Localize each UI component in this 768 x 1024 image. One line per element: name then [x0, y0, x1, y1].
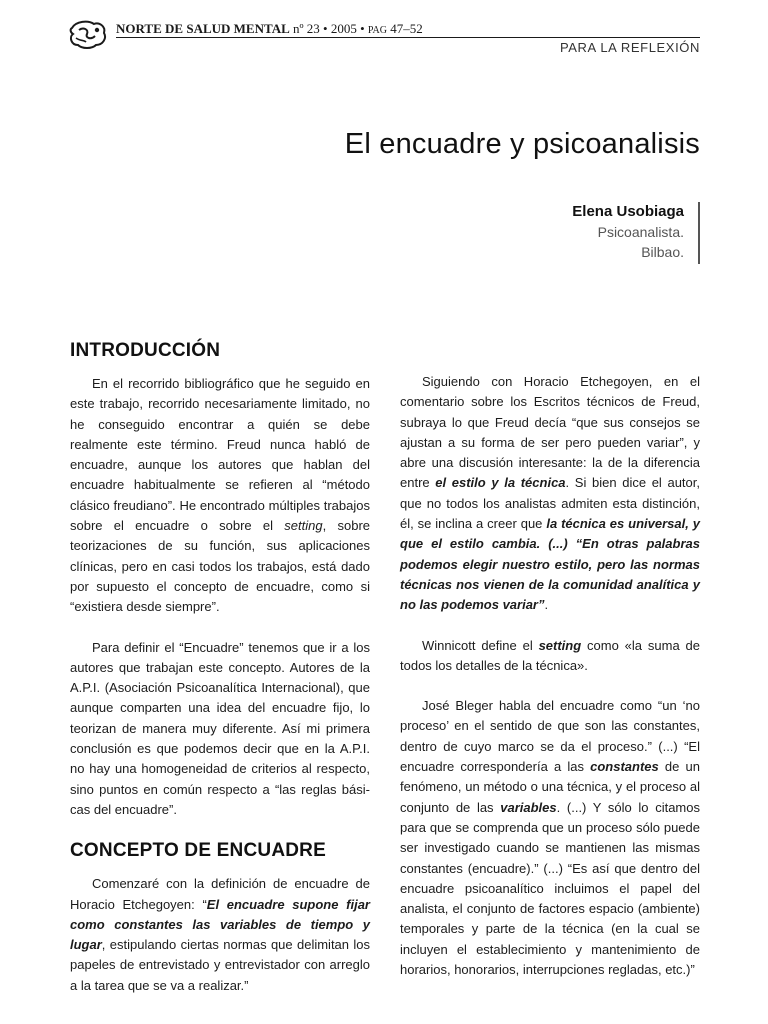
italic-setting: setting: [284, 518, 323, 534]
text-span: . Si bien dice el autor, que no todos los analistas admiten esta distinción, él, se inclina a creer que: [400, 475, 700, 532]
journal-logo-icon: [68, 18, 108, 52]
emphasis-quote: El encuadre supone fijar como constantes las variables de tiempo y lugar: [70, 896, 370, 953]
journal-issue: nº 23 • 2005 •: [289, 21, 368, 36]
text-span: , estipulando ciertas normas que delimitan los papeles de entrevistado y entrevistador con arreglo a la tarea que se va a realizar.”: [70, 937, 370, 993]
paragraph-intro-2: Para definir el “Encuadre” tenemos que ir a los autores que trabajan este concepto. Autores de la A.P.I. (Asociación Psicoanalítica Internacional), que aunque comparten una idea del encuadre fijo, lo teorizan de manera muy diferente. Así mi primera conclusión es que podemos decir que en la A.P.I. no hay una homogeneidad de criterios al respecto, sino puntos en común respecto a “las reglas básicas del encuadre”.: [70, 639, 370, 817]
emphasis-estilo-tecnica: el estilo y la técnica: [435, 475, 566, 491]
emphasis-variables: variables: [500, 799, 557, 815]
author-block: [572, 202, 700, 264]
section-label: PARA LA REFLEXIÓN: [559, 40, 700, 55]
paragraph-etchegoyen: [400, 372, 700, 616]
text-span: de un fenómeno, un método o una técnica, y el proceso al conjunto de las: [400, 759, 700, 815]
running-header: [70, 20, 700, 42]
journal-name-rest: SALUD MENTAL: [186, 21, 290, 36]
emphasis-setting: setting: [538, 637, 582, 653]
text-span: como «la suma de todos los detalles de la técnica».: [400, 637, 700, 673]
author-name: Elena Usobiaga: [572, 203, 684, 220]
paragraph-intro-1: [70, 374, 370, 618]
heading-concepto-de-encuadre: CONCEPTO DE ENCUADRE: [70, 840, 326, 862]
text-span: José Bleger habla del encuadre como “un ‘no proceso’ en el sentido de que son las constantes, dentro de cuyo marco se da el proceso.” (...) “El encuadre correspondería a las: [400, 698, 700, 775]
journal-name: NORTE: [116, 21, 162, 36]
text-span: , sobre teorizaciones de su función, sus aplicaciones clínicas, pero en casi todos los trabajos, está dado por supuesto el concepto de encuadre, como si “existiera desde siempre”.: [70, 518, 371, 615]
paragraph-winnicott: [400, 636, 700, 677]
emphasis-constantes: constantes: [590, 759, 659, 775]
text-span: Winnicott define el: [422, 637, 539, 653]
journal-pages-label: PAG: [367, 25, 387, 36]
heading-introduccion: INTRODUCCIÓN: [70, 340, 221, 361]
paragraph-concepto-1: [70, 874, 370, 996]
header-rule: [116, 37, 700, 38]
author-affiliation-2: Bilbao.: [641, 244, 684, 260]
left-column: [70, 338, 370, 996]
text-span: Comenzaré con la definición de encuadre de Horacio Etchegoyen: “: [70, 876, 370, 912]
text-span: Siguiendo con Horacio Etchegoyen, en el comentario sobre los Escritos técnicos de Freud, subraya lo que Freud decía “que sus consejos se ajustan a su forma de ser pero pueden variar”, y abre una discusión interesante: la de la diferencia entre: [400, 374, 700, 491]
journal-name-connector: DE: [161, 21, 187, 36]
emphasis-quote: la técnica es universal, y que el estilo cambia. (...) “En otras palabras podemos elegir nuestro estilo, pero las normas técnicas nos vienen de la comunidad analítica y no las podemos variar”: [400, 516, 700, 613]
journal-pages: 47–52: [387, 21, 423, 36]
author-affiliation-1: Psicoanalista.: [597, 224, 684, 240]
text-span: .: [544, 597, 549, 613]
text-span: En el recorrido bibliográfico que he seguido en este trabajo, recorrido necesariamente limitado, no he conseguido encontrar a quién se debe realmente este término. Freud nunca habló de encuadre, aunque los autores que hablan del encuadre habitualmente se refieren al “método clásico freudiano”. He encontrado múltiples trabajos sobre el encuadre o sobre el: [70, 376, 370, 534]
article-title: El encuadre y psicoanalisis: [344, 128, 700, 160]
right-column: [400, 372, 700, 980]
text-span: . (...) Y sólo lo citamos para que se comprenda que un proceso sólo puede ser investigado cuando se mantienen las mismas constantes (encuadre).” (...) “Es así que dentro del encuadre psicoanalítico incluimos el papel del analista, el conjunto de factores espacio (ambiente) temporales y parte de la técnica (en la cual se incluyen el establecimiento y mantenimiento de horarios, honorarios, interrupciones regladas, etc.)”: [400, 799, 700, 978]
paragraph-bleger: [400, 696, 700, 980]
